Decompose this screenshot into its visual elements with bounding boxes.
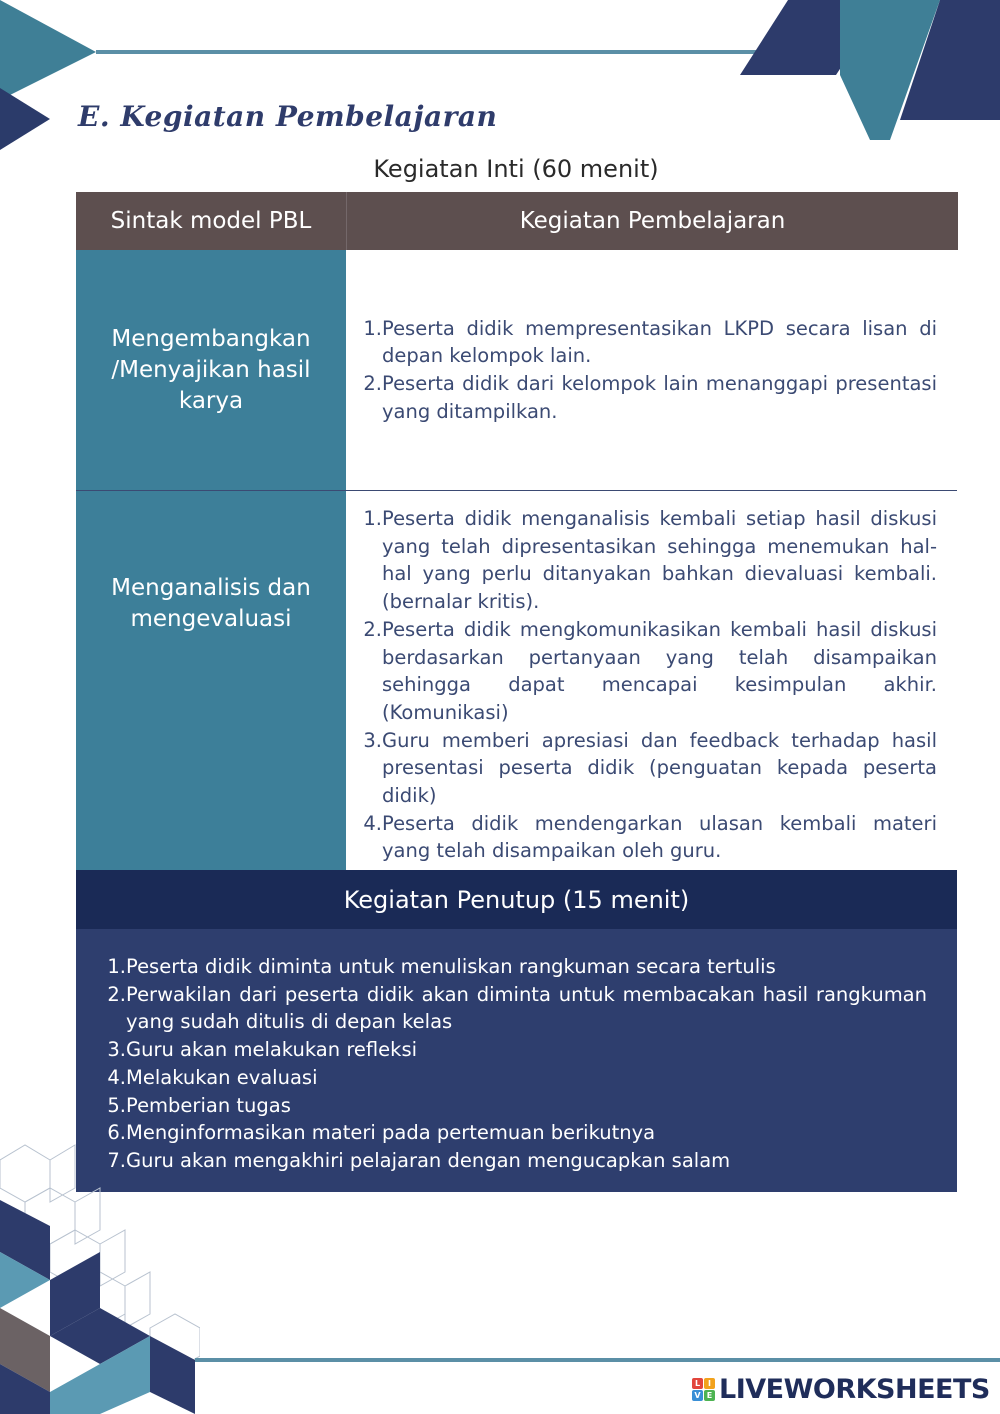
- list-item: 4. Melakukan evaluasi: [107, 1065, 318, 1089]
- list-item: 6. Menginformasikan materi pada pertemuan berikutnya: [107, 1121, 656, 1145]
- list-item: 7. Guru akan mengakhiri pelajaran dengan mengucapkan salam: [107, 1148, 731, 1172]
- top-right-decoration: [740, 0, 1000, 150]
- phase-label: Menganalisis dan mengevaluasi: [111, 575, 311, 632]
- list-item: 2. Peserta didik mengkomunikasikan kembali hasil diskusi berdasarkan pertanyaan yang telah disampaikan sehingga dapat mencapai kesimpulan akhir. (Komunikasi): [363, 617, 937, 724]
- activities-cell: [346, 250, 957, 490]
- list-item: 2. Peserta didik dari kelompok lain menanggapi presentasi yang ditampilkan.: [363, 372, 937, 423]
- penutup-list: [106, 953, 927, 1175]
- kegiatan-inti-caption: Kegiatan Inti (60 menit): [373, 155, 659, 183]
- list-item: 4. Peserta didik mendengarkan ulasan kembali materi yang telah disampaikan oleh guru.: [363, 811, 937, 863]
- activity-list: [362, 315, 937, 426]
- table-header-sintak: Sintak model PBL: [76, 192, 346, 250]
- bottom-accent-line: [195, 1358, 1000, 1362]
- list-item: 3. Guru memberi apresiasi dan feedback terhadap hasil presentasi peserta didik (penguatan kepada peserta didik): [363, 728, 937, 808]
- list-item: 1. Peserta didik mempresentasikan LKPD secara lisan di depan kelompok lain.: [363, 316, 937, 368]
- phase-label: Mengembangkan /Menyajikan hasil karya: [111, 325, 311, 414]
- activities-cell: [346, 491, 957, 870]
- section-title: E. Kegiatan Pembelajaran: [78, 100, 498, 133]
- list-item: 1. Peserta didik diminta untuk menuliskan rangkuman secara tertulis: [107, 955, 776, 978]
- liveworksheets-logo-icon: L I V E: [692, 1378, 715, 1401]
- phase-cell: [76, 491, 346, 870]
- list-item: 3. Guru akan melakukan refleksi: [107, 1038, 418, 1062]
- activity-list: [362, 505, 937, 865]
- bottom-left-decoration: [0, 1140, 200, 1414]
- penutup-body: [76, 929, 957, 1192]
- list-item: 2. Perwakilan dari peserta didik akan diminta untuk membacakan hasil rangkuman yang sudah ditulis di depan kelas: [107, 982, 927, 1034]
- list-item: 5. Pemberian tugas: [107, 1093, 291, 1117]
- phase-cell: [76, 250, 346, 490]
- brand-text: LIVEWORKSHEETS: [719, 1373, 990, 1405]
- table-header-kegiatan: Kegiatan Pembelajaran: [346, 192, 958, 250]
- top-left-decoration: [0, 0, 120, 160]
- list-item: 1. Peserta didik menganalisis kembali setiap hasil diskusi yang telah dipresentasikan sehingga menemukan hal-hal yang perlu ditanyakan bahkan dievaluasi kembali. (bernalar kritis).: [363, 507, 937, 614]
- penutup-header: Kegiatan Penutup (15 menit): [76, 870, 957, 929]
- liveworksheets-brand: [692, 1374, 990, 1404]
